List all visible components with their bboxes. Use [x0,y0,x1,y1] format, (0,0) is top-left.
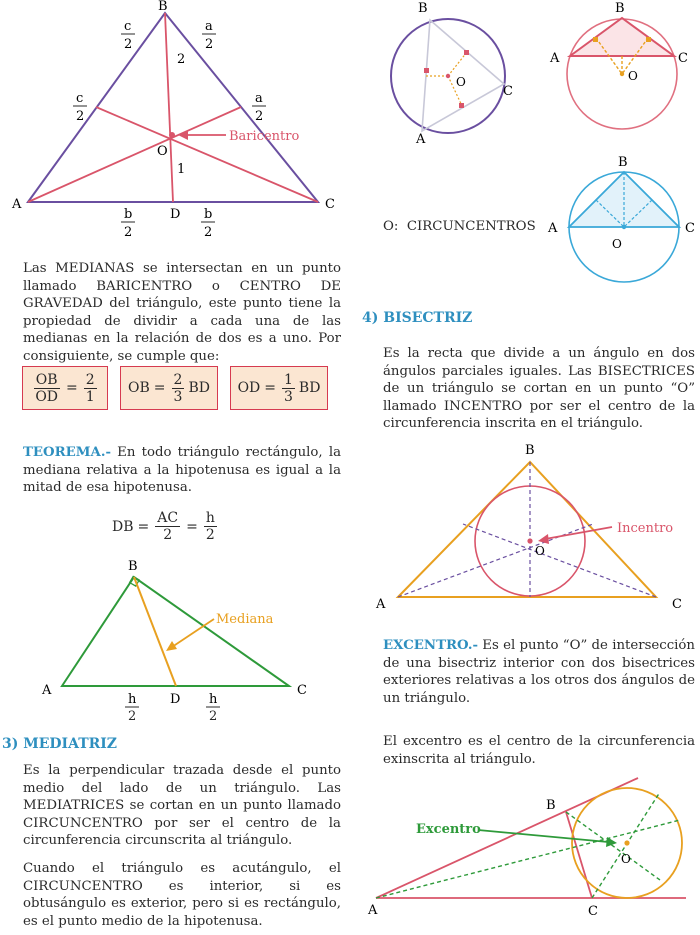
rect-label-C: C [297,683,307,698]
teorema-eq2: = [186,518,198,535]
circuncentros-caption: O: CIRCUNCENTROS [383,219,536,234]
frac-c-mid-num: c [76,91,84,106]
circ-obtuse-B: B [615,1,625,16]
baricentro-label: Baricentro [229,129,300,144]
mediana-figure [0,555,350,705]
circ-right-A: A [548,221,558,236]
mediatriz-heading: 3) MEDIATRIZ [2,736,118,752]
frac-b-right-den: 2 [204,225,213,240]
circ-obtuse-O: O [628,69,638,83]
circ-right-center [622,225,626,229]
rect-label-D: D [170,692,181,707]
frac-h-left-den: 2 [128,709,137,724]
mediatriz-paragraph-1: Es la perpendicular trazada desde el punto medio del lado de un triángulo. Las MEDIATRICES se cortan en un punto llamado CIRCUNCENTRO por ser el centro de la circunferencia circunscrita al triángulo. [23,763,341,848]
mediatriz-paragraph-2: Cuando el triángulo es acutángulo, el CIRCUNCENTRO es interior, si es obtusángulo es exterior, pero si es rectángulo, es el punto medio de la hipotenusa. [23,861,341,929]
f1-den: OD [35,388,59,405]
circ-acute-mark1 [424,68,429,73]
teorema-paragraph [23,444,341,497]
frac-h-left-num: h [128,692,137,707]
excentro-label: EXCENTRO.- [383,638,478,653]
circ-obtuse-mark2 [646,37,651,42]
circ-acute-mark3 [459,103,464,108]
formula-box-ratio [22,366,108,410]
incentro-B: B [525,443,535,458]
teorema-lhs: DB [112,518,134,535]
bisectriz-paragraph: Es la recta que divide a un ángulo en dos ángulos parciales iguales. Las BISECTRICES de un triángulo se cortan en un punto “O” llamado INCENTRO por ser el centro de la circunferencia inscrita en el triángulo. [383,346,695,431]
incentro-label: Incentro [617,521,674,536]
f2-num: 2 [173,371,183,388]
f3-rhs: BD [298,380,321,396]
baricentro-figure [0,0,350,240]
f1-rnum: 2 [85,371,95,388]
circ-obtuse-center [620,72,624,76]
circ-obtuse-A: A [550,51,560,66]
frac-c-top-num: c [124,19,132,34]
mediana-line [134,577,176,686]
f1-rden: 1 [85,388,95,405]
circ-acute-B: B [418,1,428,16]
f2-eq: = [153,380,166,396]
excentro-figure [360,770,700,930]
circ-obtuse-triangle [570,18,674,56]
circ-acute-mark2 [464,50,469,55]
circ-right-B: B [618,155,628,170]
right-triangle [62,577,289,686]
frac-c-mid-den: 2 [76,109,85,124]
f1-num: OB [35,371,58,388]
frac-a-mid-num: a [255,91,263,106]
incentro-A: A [376,597,386,612]
teorema-label: TEOREMA.- [23,445,111,460]
label-C: C [325,197,335,212]
label-B: B [158,0,168,14]
f3-eq: = [264,380,276,396]
excentro-O: O [621,852,631,866]
f3-lhs: OD [237,380,261,396]
bisectriz-heading: 4) BISECTRIZ [362,310,473,326]
baricentro-arrowhead [178,130,188,140]
formula-box-od [230,366,328,410]
circ-obtuse-C: C [678,51,688,66]
excentro-paragraph-2: El excentro es el centro de la circunferencia exinscrita al triángulo. [383,734,695,767]
f3-den: 3 [284,388,293,405]
excentro-arrow-label: Excentro [416,822,481,837]
f2-den: 3 [173,388,183,405]
median-bd [165,13,173,202]
incentro-point [527,538,532,543]
frac-b-right-num: b [204,207,213,222]
excentro-side-bc [566,812,592,898]
teorema-den1: 2 [163,527,173,543]
teorema-formula [112,510,219,543]
teorema-num1: AC [157,510,179,526]
frac-a-mid-den: 2 [255,109,264,124]
teorema-text: En todo triángulo rectángulo, la mediana relativa a la hipotenusa es igual a la mitad de esa hipotenusa. [23,445,341,495]
circ-acute-O: O [456,75,466,89]
circ-acute-center [446,74,450,78]
medianas-paragraph: Las MEDIANAS se intersectan en un punto llamado BARICENTRO o CENTRO DE GRAVEDAD del triángulo, este punto tiene la propiedad de dividir a cada una de las medianas en la relación de dos es a uno. Por consiguiente, se cumple que: [23,261,341,364]
circ-acute-bis2 [448,52,467,76]
label-A: A [12,197,22,212]
circ-obtuse-mark1 [593,37,598,42]
f3-num: 1 [284,371,293,388]
circuncentro-figures [360,0,700,300]
excentro-point [624,840,629,845]
teorema-num2: h [205,510,215,526]
circ-right-C: C [685,221,695,236]
mediana-arrow [172,619,214,647]
frac-c-top-den: 2 [124,37,133,52]
incentro-figure [360,440,700,610]
excentro-C: C [588,904,598,919]
label-O: O [157,144,168,159]
frac-a-top-den: 2 [205,37,214,52]
frac-h-right-den: 2 [209,709,218,724]
mediana-arrowhead [166,641,177,651]
frac-h-right-num: h [209,692,218,707]
mediana-label: Mediana [216,612,274,627]
excentro-text: Es el punto “O” de intersección de una bisectriz interior con dos bisectrices exteriores relativas a los otros dos ángulos de un triángulo. [383,638,695,706]
baricentro-triangle [28,13,318,202]
excentro-arrow [478,830,608,842]
seg-2: 2 [177,52,186,67]
circ-acute-A: A [416,132,426,147]
frac-b-left-den: 2 [124,225,133,240]
excentro-A: A [368,903,378,918]
excentro-paragraph [383,637,695,707]
teorema-den2: 2 [205,527,215,543]
circ-acute-C: C [503,84,513,99]
incentro-C: C [672,597,682,612]
label-D: D [170,207,181,222]
incentro-O: O [535,544,545,558]
formula-box-ob [120,366,218,410]
f1-eq: = [66,380,78,396]
seg-1: 1 [177,162,186,177]
circ-right-O: O [612,237,622,251]
rect-label-A: A [42,683,52,698]
teorema-eq1: = [137,518,150,535]
f2-rhs: BD [188,380,210,396]
frac-b-left-num: b [124,207,133,222]
rect-label-B: B [128,559,138,574]
incentro-arrowhead [538,534,549,544]
excentro-B: B [546,798,556,813]
frac-a-top-num: a [205,19,213,34]
baricentro-point [169,132,175,138]
f2-lhs: OB [128,380,150,396]
